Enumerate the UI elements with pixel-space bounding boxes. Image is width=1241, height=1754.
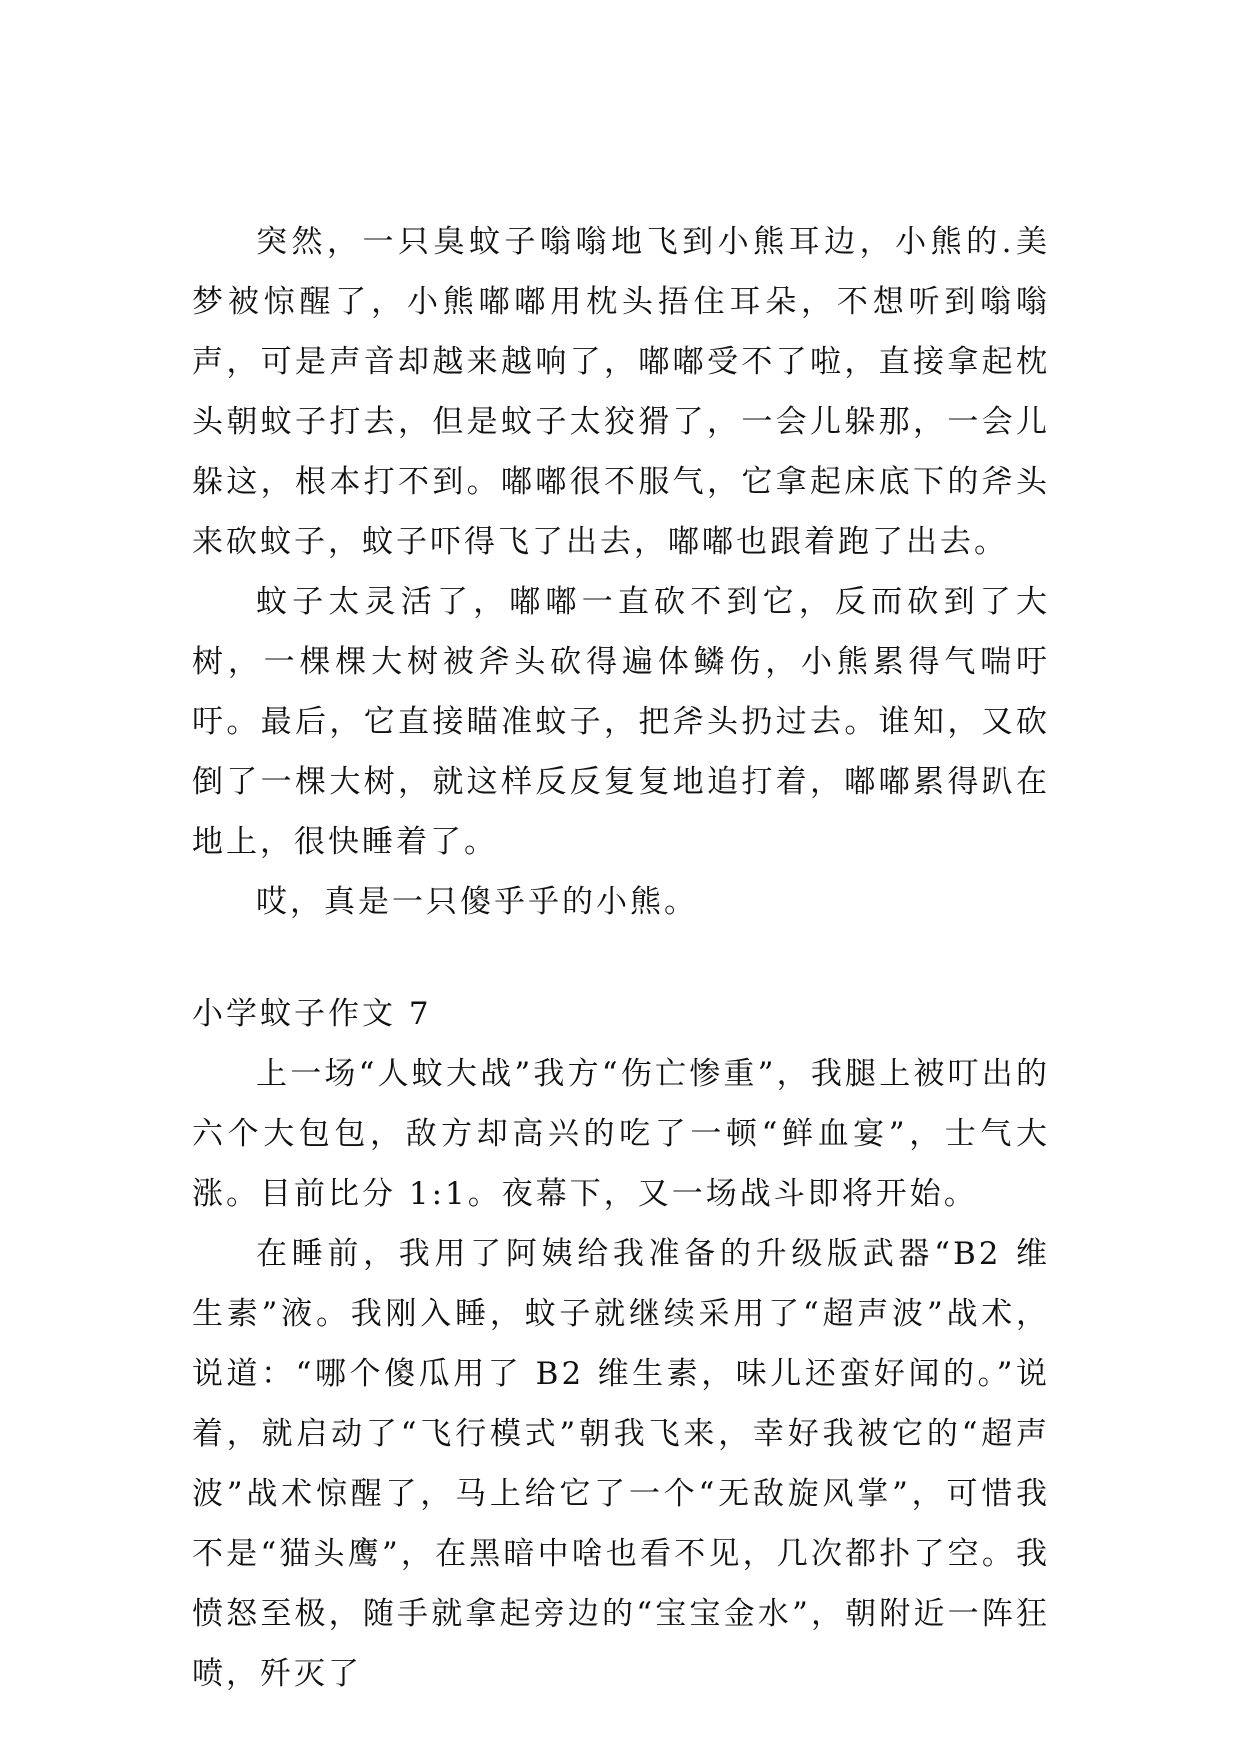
story-paragraph: 突然，一只臭蚊子嗡嗡地飞到小熊耳边，小熊的.美梦被惊醒了，小熊嘟嘟用枕头捂住耳朵，不想听到嗡嗡声，可是声音却越来越响了，嘟嘟受不了啦，直接拿起枕头朝蚊子打去，但是蚊子太狡猾了，一会儿躲那，一会儿躲这，根本打不到。嘟嘟很不服气，它拿起床底下的斧头来砍蚊子，蚊子吓得飞了出去，嘟嘟也跟着跑了出去。 — [192, 224, 1050, 560]
essay-heading: 小学蚊子作文 7 — [192, 996, 432, 1032]
document-body — [192, 212, 1050, 1704]
essay-paragraph: 上一场“人蚊大战”我方“伤亡惨重”，我腿上被叮出的六个大包包，敌方却高兴的吃了一顿“鲜血宴”，士气大涨。目前比分 1:1。夜幕下，又一场战斗即将开始。 — [192, 1056, 1050, 1212]
story-paragraph: 哎，真是一只傻乎乎的小熊。 — [256, 884, 698, 920]
essay-paragraph: 在睡前，我用了阿姨给我准备的升级版武器“B2 维生素”液。我刚入睡，蚊子就继续采用了“超声波”战术，说道：“哪个傻瓜用了 B2 维生素，味儿还蛮好闻的。”说着，就启动了“飞行模式”朝我飞来，幸好我被它的“超声波”战术惊醒了，马上给它了一个“无敌旋风掌”，可惜我不是“猫头鹰”，在黑暗中啥也看不见，几次都扑了空。我愤怒至极，随手就拿起旁边的“宝宝金水”，朝附近一阵狂喷，歼灭了 — [192, 1236, 1050, 1692]
story-paragraph: 蚊子太灵活了，嘟嘟一直砍不到它，反而砍到了大树，一棵棵大树被斧头砍得遍体鳞伤，小熊累得气喘吁吁。最后，它直接瞄准蚊子，把斧头扔过去。谁知，又砍倒了一棵大树，就这样反反复复地追打着，嘟嘟累得趴在地上，很快睡着了。 — [192, 584, 1050, 860]
